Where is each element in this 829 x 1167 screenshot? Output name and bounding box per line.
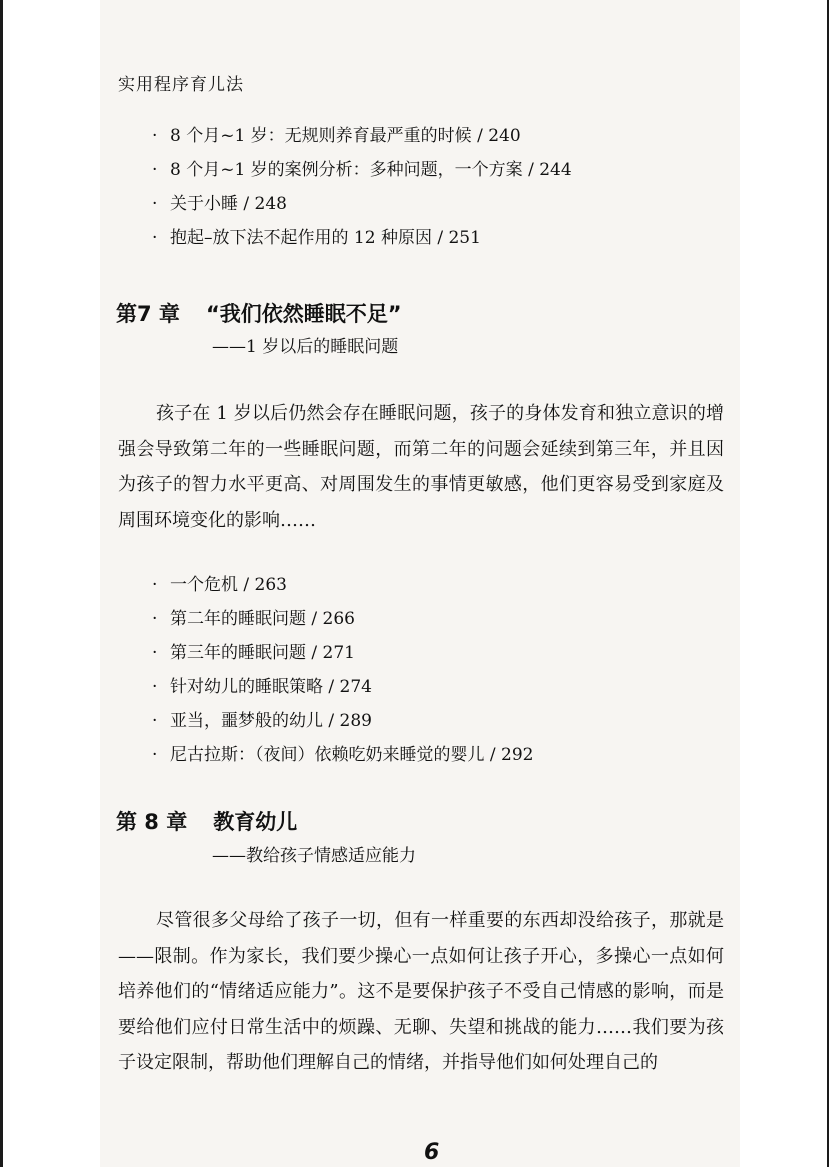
page-number: 6 <box>424 1140 440 1165</box>
toc-item: · 针对幼儿的睡眠策略 / 274 <box>152 670 533 704</box>
bullet: · <box>152 745 158 765</box>
chapter-7-subtitle: ——1 岁以后的睡眠问题 <box>212 337 399 357</box>
bullet: · <box>152 643 158 663</box>
chapter-7-intro: 孩子在 1 岁以后仍然会存在睡眠问题，孩子的身体发育和独立意识的增强会导致第二年的一些睡眠问题，而第二年的问题会延续到第三年，并且因为孩子的智力水平更高、对周围发生的事情更敏感，他们更容易受到家庭及周围环境变化的影响…… <box>118 403 724 531</box>
toc-item: · 第二年的睡眠问题 / 266 <box>152 602 533 636</box>
chapter-8-title: 教育幼儿 <box>213 810 298 834</box>
chapter-8-subtitle: ——教给孩子情感适应能力 <box>212 846 416 866</box>
bullet: · <box>152 194 158 214</box>
toc-list-top <box>152 119 572 255</box>
chapter-8-number: 第 8 章 <box>116 810 188 834</box>
bullet: · <box>152 228 158 248</box>
toc-item: · 关于小睡 / 248 <box>152 187 572 221</box>
chapter-7-number: 第7 章 <box>116 302 180 326</box>
book-page <box>100 0 740 1167</box>
toc-item: · 亚当，噩梦般的幼儿 / 289 <box>152 704 533 738</box>
toc-item: · 尼古拉斯：（夜间）依赖吃奶来睡觉的婴儿 / 292 <box>152 738 533 772</box>
chapter-8-intro: 尽管很多父母给了孩子一切，但有一样重要的东西却没给孩子，那就是——限制。作为家长，我们要少操心一点如何让孩子开心，多操心一点如何培养他们的“情绪适应能力”。这不是要保护孩子不受自己情感的影响，而是要给他们应付日常生活中的烦躁、无聊、失望和挑战的能力……我们要为孩子设定限制，帮助他们理解自己的情绪，并指导他们如何处理自己的 <box>118 910 724 1073</box>
toc-item: · 一个危机 / 263 <box>152 568 533 602</box>
bullet: · <box>152 575 158 595</box>
bullet: · <box>152 677 158 697</box>
page-frame-left <box>0 0 3 1167</box>
chapter-7-heading <box>116 298 402 328</box>
toc-item: · 8 个月~1 岁：无规则养育最严重的时候 / 240 <box>152 119 572 153</box>
bullet: · <box>152 609 158 629</box>
chapter-7-title: “我们依然睡眠不足” <box>205 302 402 326</box>
toc-item: · 第三年的睡眠问题 / 271 <box>152 636 533 670</box>
bullet: · <box>152 126 158 146</box>
chapter-8-heading <box>116 806 297 836</box>
toc-item: · 8 个月~1 岁的案例分析：多种问题，一个方案 / 244 <box>152 153 572 187</box>
chapter-7-toc-list <box>152 568 533 772</box>
bullet: · <box>152 711 158 731</box>
toc-item: · 抱起–放下法不起作用的 12 种原因 / 251 <box>152 221 572 255</box>
bullet: · <box>152 160 158 180</box>
running-head: 实用程序育儿法 <box>118 75 244 95</box>
